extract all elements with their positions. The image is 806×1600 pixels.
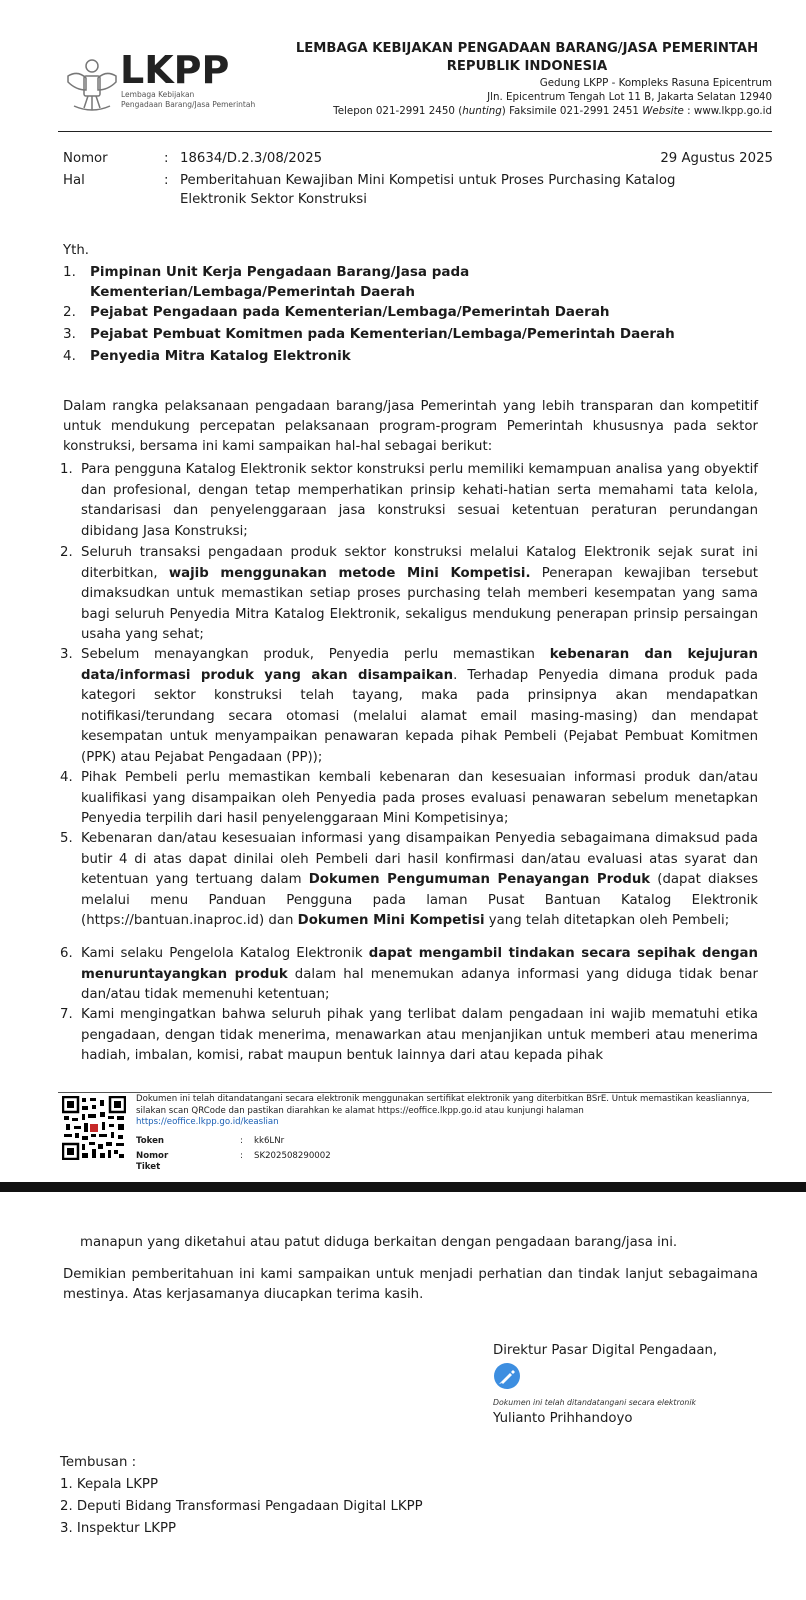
- footer-divider: [58, 1092, 772, 1093]
- cc-item: 1. Kepala LKPP: [60, 1477, 158, 1492]
- e-signature-note: Dokumen ini telah ditandatangani secara elektronik: [493, 1398, 697, 1407]
- nomor-label: Nomor: [63, 151, 108, 166]
- logo-wordmark: LKPP: [120, 48, 230, 92]
- logo-subtitle-line-2: Pengadaan Barang/Jasa Pemerintah: [121, 100, 256, 109]
- signer-title: Direktur Pasar Digital Pengadaan,: [493, 1343, 718, 1358]
- country-name: REPUBLIK INDONESIA: [446, 59, 608, 74]
- logo-subtitle-line-1: Lembaga Kebijakan: [121, 90, 195, 99]
- hal-label: Hal: [63, 173, 85, 188]
- verification-link[interactable]: https://eoffice.lkpp.go.id/keaslian: [136, 1117, 279, 1127]
- point-6: 6. Kami selaku Pengelola Katalog Elektronik dapat mengambil tindakan secara sepihak dengan menuruntayangkan produk dalam hal menemukan adanya informasi yang diduga tidak benar dan/atau tidak memenuhi ketentuan;: [60, 946, 758, 1003]
- e-signature-icon: [493, 1362, 521, 1390]
- salutation: Yth.: [63, 243, 89, 258]
- point-2: 2. Seluruh transaksi pengadaan produk sektor konstruksi melalui Katalog Elektronik sejak surat ini diterbitkan, wajib menggunakan metode Mini Kompetisi. Penerapan kewajiban tersebut dimaksudkan untuk memastikan setiap proses purchasing telah memberi kesempatan yang sama bagi seluruh Penyedia Mitra Katalog Elektronik, sekaligus mendukung penerapan prinsip persaingan usaha yang sehat;: [60, 545, 758, 643]
- verification-notice: Dokumen ini telah ditandatangani secara elektronik menggunakan sertifikat elektronik yang diterbitkan BSrE. Untuk memastikan keasliannya, silakan scan QRCode dan pastikan diarahkan ke alamat https://eoffice.lkpp.go.id atau kunjungi halaman https://eoffice.lkpp.go.id/keaslian: [136, 1094, 750, 1127]
- point-5: 5. Kebenaran dan/atau kesesuaian informasi yang disampaikan Penyedia sebagaimana dimaksud pada butir 4 di atas dapat dinilai oleh Pembeli dari hasil konfirmasi dan/atau evaluasi atas syarat dan ketentuan yang tertuang dalam Dokumen Pengumuman Penayangan Produk (dapat diakses melalui menu Panduan Pengguna pada laman Pusat Bantuan Katalog Elektronik (https://bantuan.inaproc.id) dan Dokumen Mini Kompetisi yang telah ditetapkan oleh Pembeli;: [60, 831, 758, 929]
- point-4: 4. Pihak Pembeli perlu memastikan kembali kebenaran dan kesesuaian informasi produk dan/atau kualifikasi yang disampaikan oleh Penyedia pada proses evaluasi penawaran sebelum menetapkan Penyedia terpilih dari hasil penyelenggaraan Mini Kompetisinya;: [60, 770, 758, 827]
- cc-item: 3. Inspektur LKPP: [60, 1521, 177, 1536]
- intro-paragraph: Dalam rangka pelaksanaan pengadaan barang/jasa Pemerintah yang lebih transparan dan kompetitif untuk mendukung percepatan pelaksanaan program-program Pemerintah khususnya pada sektor konstruksi, bersama ini kami sampaikan hal-hal sebagai berikut:: [63, 399, 758, 454]
- point-7: 7. Kami mengingatkan bahwa seluruh pihak yang terlibat dalam pengadaan ini wajib mematuhi etika pengadaan, dengan tidak menerima, menawarkan atau menjanjikan untuk memberi atau menerima hadiah, imbalan, komisi, rabat maupun bentuk lainnya dari atau kepada pihak: [60, 1007, 758, 1064]
- hal-value: Pemberitahuan Kewajiban Mini Kompetisi untuk Proses Purchasing Katalog Elektronik Sektor Konstruksi: [180, 173, 676, 207]
- nomor-value: 18634/D.2.3/08/2025: [180, 151, 323, 166]
- point-3: 3. Sebelum menayangkan produk, Penyedia perlu memastikan kebenaran dan kejujuran data/informasi produk yang akan disampaikan. Terhadap Penyedia dimana produk pada kategori sektor konstruksi telah tayang, maka pada prinsipnya akan mendapatkan notifikasi/terundang secara otomasi (melalui alamat email masing-masing) dan mendapat kesempatan untuk menyampaikan penawaran kepada pihak Pembeli (Pejabat Pembuat Komitmen (PPK) atau Pejabat Pengadaan (PP));: [60, 647, 758, 765]
- header-divider: [58, 131, 772, 132]
- letterhead: [232, 40, 772, 118]
- cc-item: 2. Deputi Bidang Transformasi Pengadaan Digital LKPP: [60, 1499, 423, 1514]
- letter-date: 29 Agustus 2025: [660, 151, 773, 166]
- point-1: 1. Para pengguna Katalog Elektronik sektor konstruksi perlu memiliki kemampuan analisa yang obyektif dan profesional, dengan tetap memperhatikan prinsip kehati-hatian serta memahami tata kelola, standarisasi dan penyelenggaraan jasa konstruksi sesuai ketentuan peraturan perundangan dibidang Jasa Konstruksi;: [60, 462, 758, 539]
- qr-code-icon[interactable]: [62, 1096, 126, 1160]
- address-building: Gedung LKPP - Kompleks Rasuna Epicentrum: [539, 77, 772, 89]
- institution-name: LEMBAGA KEBIJAKAN PENGADAAN BARANG/JASA PEMERINTAH: [295, 41, 759, 56]
- closing-paragraph: Demikian pemberitahuan ini kami sampaikan untuk menjadi perhatian dan tindak lanjut sebagaimana mestinya. Atas kerjasamanya diucapkan terima kasih.: [63, 1267, 758, 1302]
- cc-label: Tembusan :: [60, 1455, 137, 1470]
- address-street: Jln. Epicentrum Tengah Lot 11 B, Jakarta Selatan 12940: [487, 91, 772, 103]
- address-contact: Telepon 021-2991 2450 (hunting) Faksimile 021-2991 2451 Website : www.lkpp.go.id: [333, 105, 772, 117]
- continuation-text: manapun yang diketahui atau patut diduga berkaitan dengan pengadaan barang/jasa ini.: [80, 1235, 678, 1250]
- signer-name: Yulianto Prihhandoyo: [493, 1411, 633, 1426]
- garuda-emblem-icon: [64, 56, 120, 114]
- page-separator: [0, 1182, 806, 1192]
